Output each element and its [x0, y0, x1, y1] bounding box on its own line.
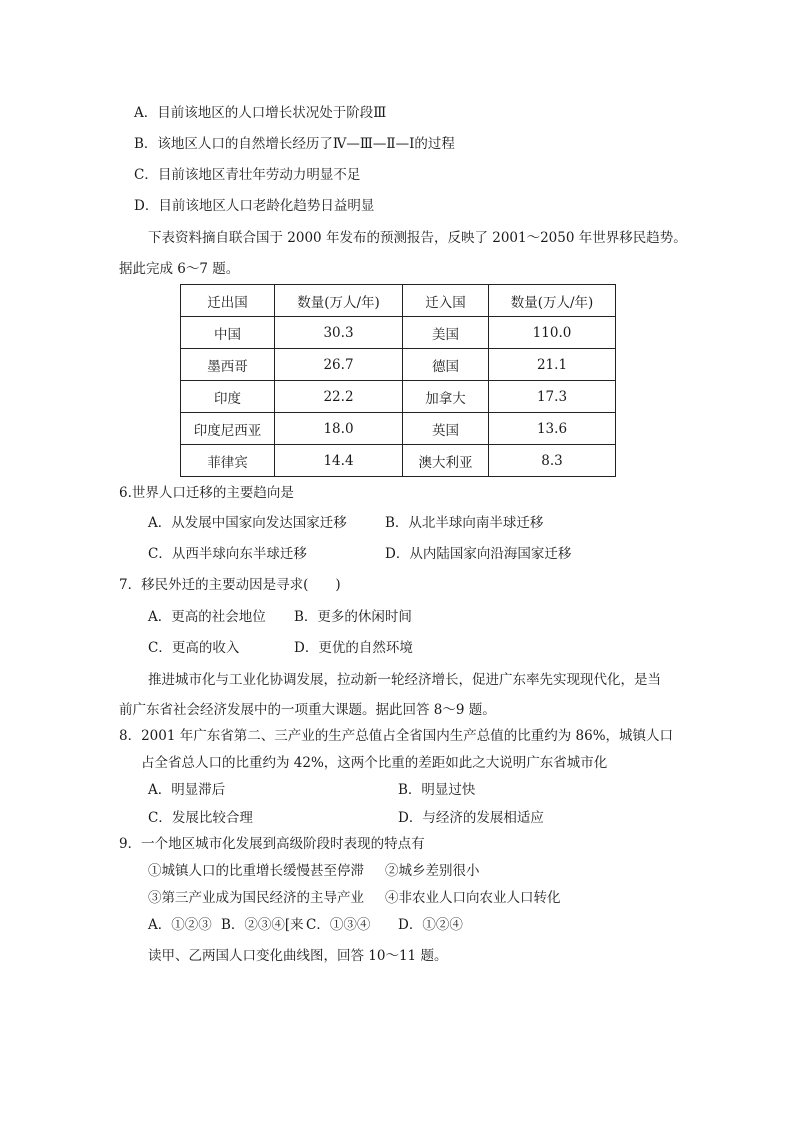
table-cell: 加拿大 — [403, 381, 489, 413]
q9-stem: 9．一个地区城市化发展到高级阶段时表现的特点有 — [119, 836, 425, 852]
table-row — [181, 445, 616, 477]
table-cell: 印度尼西亚 — [181, 413, 275, 445]
q5-option-d: D．目前该地区人口老龄化趋势日益明显 — [134, 198, 375, 214]
table-cell: 英国 — [403, 413, 489, 445]
q9-item-4: ④非农业人口向农业人口转化 — [385, 890, 561, 906]
q8-option-b: B．明显过快 — [398, 782, 476, 798]
q6-option-d: D．从内陆国家向沿海国家迁移 — [385, 546, 572, 562]
table-header-row — [181, 285, 616, 317]
table-cell: 30.3 — [275, 317, 403, 349]
table-cell: 墨西哥 — [181, 349, 275, 381]
q6-option-c: C．从西半球向东半球迁移 — [148, 546, 307, 562]
table-row — [181, 317, 616, 349]
q6-option-b: B．从北半球向南半球迁移 — [385, 515, 544, 531]
table-header: 数量(万人/年) — [275, 285, 403, 317]
q9-option-c: C．①③④ — [306, 917, 371, 933]
q6-option-a: A．从发展中国家向发达国家迁移 — [148, 515, 347, 531]
q7-option-b: B．更多的休闲时间 — [294, 609, 412, 625]
q7-option-d: D．更优的自然环境 — [294, 640, 413, 656]
table-cell: 110.0 — [489, 317, 616, 349]
q9-option-a: A．①②③ — [148, 917, 212, 933]
q5-option-b: B．该地区人口的自然增长经历了Ⅳ—Ⅲ—Ⅱ—Ⅰ的过程 — [134, 136, 455, 152]
intro-6-7-line2: 据此完成 6～7 题。 — [119, 261, 240, 277]
q9-option-b: B．②③④[来 — [221, 917, 304, 933]
q7-option-c: C．更高的收入 — [148, 640, 240, 656]
table-cell: 22.2 — [275, 381, 403, 413]
q8-stem-line2: 占全省总人口的比重约为 42%，这两个比重的差距如此之大说明广东省城市化 — [141, 755, 608, 771]
table-cell: 中国 — [181, 317, 275, 349]
table-cell: 8.3 — [489, 445, 616, 477]
q8-stem-line1: 8．2001 年广东省第二、三产业的生产总值占全省国内生产总值的比重约为 86%，城镇人口 — [119, 728, 674, 744]
q7-option-a: A．更高的社会地位 — [148, 609, 266, 625]
q5-option-a: A．目前该地区的人口增长状况处于阶段Ⅲ — [134, 105, 387, 121]
q9-option-d: D．①②④ — [398, 917, 463, 933]
table-cell: 印度 — [181, 381, 275, 413]
table-cell: 菲律宾 — [181, 445, 275, 477]
intro-6-7-line1: 下表资料摘自联合国于 2000 年发布的预测报告，反映了 2001～2050 年世界移民趋势。 — [148, 230, 687, 246]
table-cell: 美国 — [403, 317, 489, 349]
table-cell: 德国 — [403, 349, 489, 381]
q7-stem: 7．移民外迁的主要动因是寻求( ) — [119, 577, 341, 593]
q5-option-c: C．目前该地区青壮年劳动力明显不足 — [134, 167, 361, 183]
intro-8-9-line1: 推进城市化与工业化协调发展，拉动新一轮经济增长，促进广东率先实现现代化，是当 — [148, 672, 661, 688]
q8-option-c: C．发展比较合理 — [148, 810, 253, 826]
table-cell: 澳大利亚 — [403, 445, 489, 477]
table-row — [181, 349, 616, 381]
q8-option-a: A．明显滞后 — [148, 782, 226, 798]
table-header: 迁出国 — [181, 285, 275, 317]
table-header: 迁入国 — [403, 285, 489, 317]
q9-item-1: ①城镇人口的比重增长缓慢甚至停滞 — [148, 863, 364, 879]
table-cell: 13.6 — [489, 413, 616, 445]
table-cell: 14.4 — [275, 445, 403, 477]
intro-8-9-line2: 前广东省社会经济发展中的一项重大课题。据此回答 8～9 题。 — [119, 702, 496, 718]
table-header: 数量(万人/年) — [489, 285, 616, 317]
table-cell: 18.0 — [275, 413, 403, 445]
q8-option-d: D．与经济的发展相适应 — [398, 810, 544, 826]
table-cell: 26.7 — [275, 349, 403, 381]
q9-item-3: ③第三产业成为国民经济的主导产业 — [148, 890, 364, 906]
table-row — [181, 413, 616, 445]
intro-10-11: 读甲、乙两国人口变化曲线图，回答 10～11 题。 — [148, 948, 448, 964]
table-cell: 17.3 — [489, 381, 616, 413]
q6-stem: 6.世界人口迁移的主要趋向是 — [119, 485, 294, 501]
table-cell: 21.1 — [489, 349, 616, 381]
q9-item-2: ②城乡差别很小 — [385, 863, 480, 879]
table-row — [181, 381, 616, 413]
migration-table — [180, 284, 616, 477]
